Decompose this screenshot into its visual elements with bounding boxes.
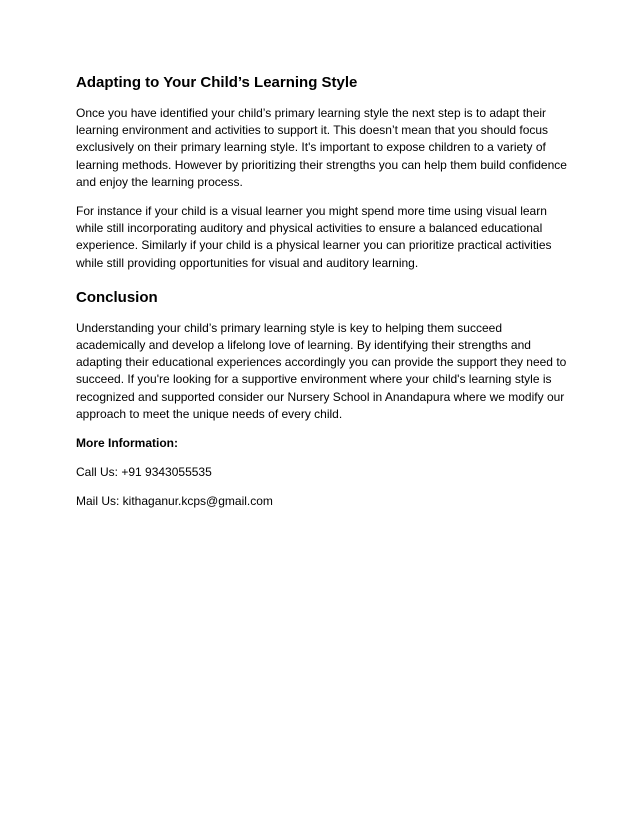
mail-us-text: Mail Us: kithaganur.kcps@gmail.com xyxy=(76,494,273,509)
more-information-label: More Information: xyxy=(76,436,178,451)
call-us-text: Call Us: +91 9343055535 xyxy=(76,465,212,480)
paragraph-adapting-2: For instance if your child is a visual learner you might spend more time using visual learn while still incorporating auditory and physical activities to ensure a balanced educational experience. Similarly if your child is a physical learner you can prioritize practical activities while still providing opportunities for visual and auditory learning. xyxy=(76,204,552,270)
paragraph-conclusion: Understanding your child’s primary learning style is key to helping them succeed academically and develop a lifelong love of learning. By identifying their strengths and adapting their educational experiences accordingly you can provide the support they need to succeed. If you're looking for a supportive environment where your child's learning style is recognized and supported consider our Nursery School in Anandapura where we modify our approach to meet the unique needs of every child. xyxy=(76,320,567,421)
section-heading-conclusion: Conclusion xyxy=(76,288,158,306)
section-heading-adapting: Adapting to Your Child’s Learning Style xyxy=(76,74,358,91)
paragraph-adapting-1: Once you have identified your child’s primary learning style the next step is to adapt their learning environment and activities to support it. This doesn’t mean that you should focus exclusively on their primary learning style. It's important to expose children to a variety of learning methods. However by prioritizing their strengths you can help them build confidence and enjoy the learning process. xyxy=(76,106,567,189)
